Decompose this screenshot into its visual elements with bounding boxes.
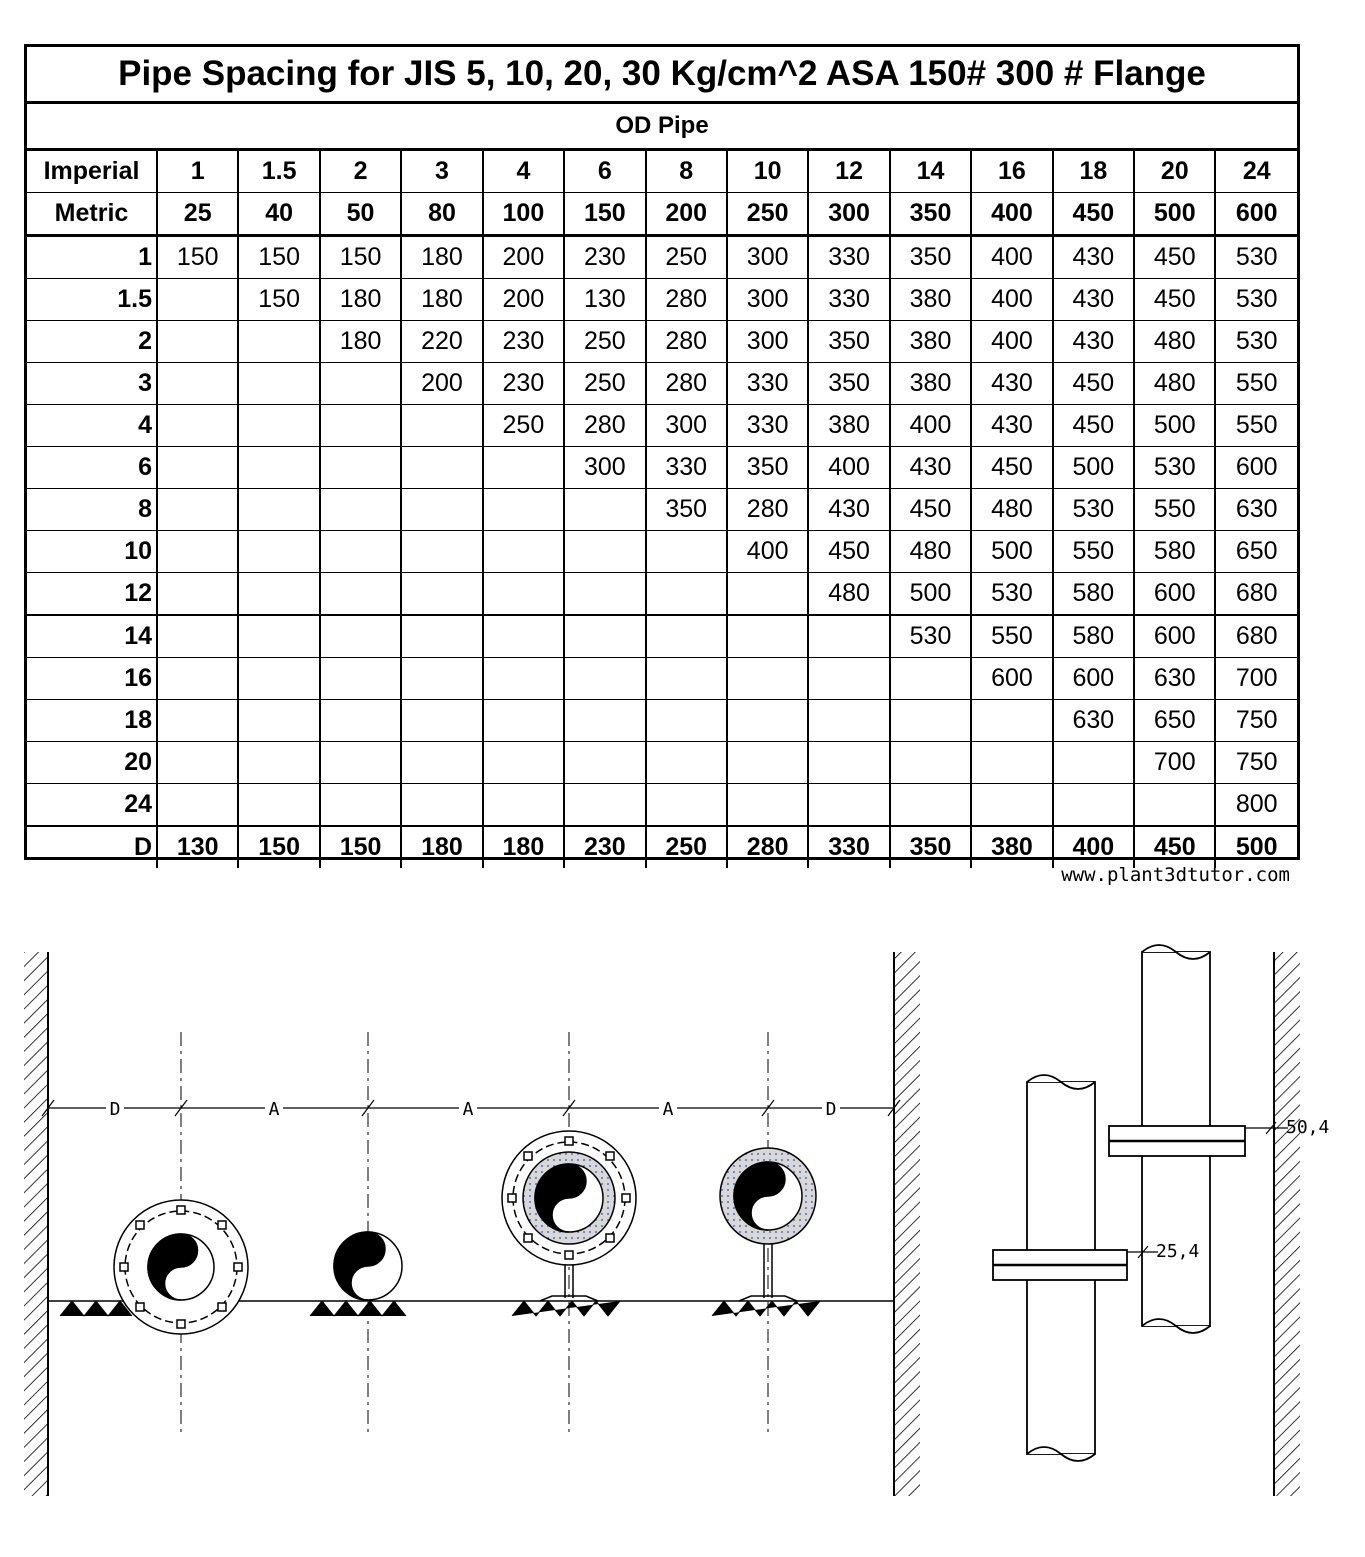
spacing-cell: 380 — [890, 321, 971, 363]
spacing-cell: 280 — [646, 279, 727, 321]
spacing-cell: 530 — [1215, 279, 1297, 321]
table-row — [27, 405, 1297, 447]
imperial-size-cell: 24 — [1215, 151, 1297, 193]
row-label: 24 — [27, 784, 157, 827]
spacing-cell — [157, 784, 238, 827]
spacing-cell — [401, 405, 482, 447]
spacing-cell — [646, 658, 727, 700]
table-row — [27, 489, 1297, 531]
spacing-cell: 200 — [401, 363, 482, 405]
spacing-cell — [727, 658, 808, 700]
table-row — [27, 615, 1297, 658]
spacing-cell: 330 — [808, 236, 889, 279]
d-value-cell: 330 — [808, 826, 889, 868]
spacing-cell — [483, 531, 564, 573]
imperial-size-cell: 4 — [483, 151, 564, 193]
pipe-bare-ground — [334, 1232, 402, 1300]
spacing-cell: 480 — [808, 573, 889, 616]
spacing-cell — [157, 573, 238, 616]
dim-label-d: D — [109, 1099, 121, 1120]
spacing-cell: 330 — [727, 363, 808, 405]
right-wall — [1274, 952, 1300, 1496]
imperial-size-cell: 1 — [157, 151, 238, 193]
spacing-cell — [564, 531, 645, 573]
spacing-cell — [401, 489, 482, 531]
imperial-size-cell: 16 — [971, 151, 1052, 193]
spacing-cell — [320, 658, 401, 700]
spacing-cell — [238, 573, 319, 616]
d-value-cell: 500 — [1215, 826, 1297, 868]
table-row — [27, 236, 1297, 279]
spacing-cell: 180 — [320, 279, 401, 321]
spacing-cell — [727, 742, 808, 784]
spacing-cell — [157, 658, 238, 700]
dim-label-d: D — [825, 1099, 837, 1120]
imperial-size-cell: 10 — [727, 151, 808, 193]
spacing-cell — [157, 700, 238, 742]
imperial-size-cell: 8 — [646, 151, 727, 193]
spacing-cell: 280 — [646, 321, 727, 363]
spacing-cell — [401, 658, 482, 700]
spacing-cell: 400 — [727, 531, 808, 573]
spacing-cell: 530 — [1134, 447, 1215, 489]
d-value-cell: 350 — [890, 826, 971, 868]
spacing-cell: 500 — [1134, 405, 1215, 447]
spacing-cell: 750 — [1215, 742, 1297, 784]
spacing-cell: 430 — [971, 405, 1052, 447]
spacing-cell: 430 — [1053, 236, 1134, 279]
left-wall — [24, 952, 48, 1496]
row-label: Imperial — [27, 151, 157, 193]
spacing-cell — [320, 489, 401, 531]
spacing-cell — [564, 489, 645, 531]
pipe-flanged-ground — [114, 1200, 248, 1334]
spacing-cell: 550 — [1215, 363, 1297, 405]
spacing-cell — [320, 700, 401, 742]
spacing-cell — [646, 742, 727, 784]
spacing-cell — [483, 615, 564, 658]
spacing-cell — [157, 321, 238, 363]
pipe-elevation-left — [993, 1075, 1127, 1461]
pipe-spacing-table — [24, 44, 1300, 860]
spacing-cell: 380 — [890, 363, 971, 405]
spacing-cell — [646, 700, 727, 742]
spacing-cell — [157, 279, 238, 321]
spacing-cell — [483, 447, 564, 489]
spacing-cell — [238, 615, 319, 658]
row-label: 16 — [27, 658, 157, 700]
spacing-cell: 450 — [890, 489, 971, 531]
row-label: 2 — [27, 321, 157, 363]
spacing-cell: 200 — [483, 236, 564, 279]
spacing-cell — [238, 321, 319, 363]
d-row — [27, 826, 1297, 868]
dim-label-a: A — [268, 1099, 280, 1120]
table-row — [27, 447, 1297, 489]
d-value-cell: 230 — [564, 826, 645, 868]
spacing-cell: 700 — [1215, 658, 1297, 700]
spacing-cell: 280 — [564, 405, 645, 447]
spacing-cell: 500 — [890, 573, 971, 616]
spacing-cell: 500 — [971, 531, 1052, 573]
spacing-cell: 450 — [808, 531, 889, 573]
d-value-cell: 150 — [320, 826, 401, 868]
spacing-cell — [401, 700, 482, 742]
imperial-size-cell: 6 — [564, 151, 645, 193]
spacing-table — [27, 151, 1297, 868]
spacing-cell: 400 — [808, 447, 889, 489]
spacing-cell: 430 — [1053, 279, 1134, 321]
spacing-cell: 580 — [1053, 573, 1134, 616]
spacing-cell: 300 — [646, 405, 727, 447]
imperial-size-cell: 14 — [890, 151, 971, 193]
d-value-cell: 250 — [646, 826, 727, 868]
spacing-cell: 550 — [971, 615, 1052, 658]
row-label: 4 — [27, 405, 157, 447]
spacing-cell: 330 — [808, 279, 889, 321]
spacing-cell: 280 — [646, 363, 727, 405]
od-pipe-heading: OD Pipe — [27, 104, 1297, 151]
spacing-cell — [1053, 784, 1134, 827]
spacing-cell — [808, 742, 889, 784]
spacing-cell: 500 — [1053, 447, 1134, 489]
d-value-cell: 450 — [1134, 826, 1215, 868]
metric-size-cell: 40 — [238, 193, 319, 236]
spacing-cell: 350 — [808, 363, 889, 405]
spacing-cell: 600 — [971, 658, 1052, 700]
spacing-cell — [157, 363, 238, 405]
spacing-cell: 650 — [1134, 700, 1215, 742]
flange-dim-top-label: 50,4 — [1286, 1117, 1330, 1138]
spacing-cell: 400 — [971, 321, 1052, 363]
spacing-cell — [320, 742, 401, 784]
metric-size-cell: 250 — [727, 193, 808, 236]
imperial-size-cell: 3 — [401, 151, 482, 193]
spacing-cell: 480 — [890, 531, 971, 573]
spacing-cell — [238, 784, 319, 827]
spacing-cell — [238, 363, 319, 405]
spacing-cell — [401, 531, 482, 573]
metric-size-cell: 500 — [1134, 193, 1215, 236]
metric-size-cell: 150 — [564, 193, 645, 236]
spacing-cell: 380 — [808, 405, 889, 447]
table-row — [27, 531, 1297, 573]
spacing-cell: 130 — [564, 279, 645, 321]
metric-header-row — [27, 193, 1297, 236]
spacing-cell: 330 — [646, 447, 727, 489]
spacing-cell: 480 — [971, 489, 1052, 531]
spacing-cell: 680 — [1215, 573, 1297, 616]
spacing-cell: 250 — [646, 236, 727, 279]
d-value-cell: 150 — [238, 826, 319, 868]
metric-size-cell: 200 — [646, 193, 727, 236]
imperial-size-cell: 12 — [808, 151, 889, 193]
spacing-cell — [971, 742, 1052, 784]
page-title: Pipe Spacing for JIS 5, 10, 20, 30 Kg/cm^2 ASA 150# 300 # Flange — [27, 47, 1297, 104]
row-label: 14 — [27, 615, 157, 658]
table-row — [27, 279, 1297, 321]
spacing-cell: 250 — [564, 363, 645, 405]
spacing-cell — [564, 784, 645, 827]
spacing-cell: 150 — [238, 236, 319, 279]
imperial-header-row — [27, 151, 1297, 193]
row-label: 18 — [27, 700, 157, 742]
metric-size-cell: 350 — [890, 193, 971, 236]
d-value-cell: 400 — [1053, 826, 1134, 868]
metric-size-cell: 80 — [401, 193, 482, 236]
d-value-cell: 280 — [727, 826, 808, 868]
spacing-cell: 150 — [157, 236, 238, 279]
metric-size-cell: 25 — [157, 193, 238, 236]
table-row — [27, 573, 1297, 616]
spacing-cell: 150 — [320, 236, 401, 279]
spacing-cell: 580 — [1053, 615, 1134, 658]
spacing-cell: 300 — [727, 236, 808, 279]
table-row — [27, 784, 1297, 827]
spacing-cell — [646, 615, 727, 658]
spacing-cell: 530 — [971, 573, 1052, 616]
dim-label-a: A — [462, 1099, 474, 1120]
spacing-cell: 180 — [401, 279, 482, 321]
imperial-size-cell: 1.5 — [238, 151, 319, 193]
d-value-cell: 380 — [971, 826, 1052, 868]
metric-size-cell: 100 — [483, 193, 564, 236]
spacing-cell: 550 — [1053, 531, 1134, 573]
spacing-cell — [401, 784, 482, 827]
spacing-cell — [320, 531, 401, 573]
d-value-cell: 180 — [401, 826, 482, 868]
spacing-cell: 580 — [1134, 531, 1215, 573]
spacing-cell — [320, 615, 401, 658]
spacing-cell — [157, 742, 238, 784]
spacing-cell: 280 — [727, 489, 808, 531]
spacing-cell: 430 — [808, 489, 889, 531]
spacing-cell: 400 — [971, 279, 1052, 321]
spacing-cell: 150 — [238, 279, 319, 321]
spacing-cell — [808, 658, 889, 700]
spacing-cell: 230 — [483, 321, 564, 363]
d-value-cell: 180 — [483, 826, 564, 868]
spacing-cell — [320, 405, 401, 447]
spacing-cell — [238, 405, 319, 447]
row-label: Metric — [27, 193, 157, 236]
row-label: D — [133, 833, 152, 861]
metric-size-cell: 300 — [808, 193, 889, 236]
spacing-cell: 480 — [1134, 321, 1215, 363]
spacing-cell — [483, 742, 564, 784]
metric-size-cell: 50 — [320, 193, 401, 236]
spacing-cell — [890, 658, 971, 700]
spacing-cell: 400 — [890, 405, 971, 447]
spacing-cell — [646, 784, 727, 827]
row-label: 12 — [27, 573, 157, 616]
spacing-cell: 800 — [1215, 784, 1297, 827]
spacing-cell — [1053, 742, 1134, 784]
spacing-cell: 380 — [890, 279, 971, 321]
spacing-cell: 230 — [564, 236, 645, 279]
table-row — [27, 700, 1297, 742]
spacing-cell: 530 — [890, 615, 971, 658]
spacing-cell: 630 — [1134, 658, 1215, 700]
spacing-cell: 650 — [1215, 531, 1297, 573]
spacing-cell: 530 — [1215, 236, 1297, 279]
spacing-cell — [238, 447, 319, 489]
dim-label-a: A — [662, 1099, 674, 1120]
spacing-cell: 350 — [727, 447, 808, 489]
row-label: 20 — [27, 742, 157, 784]
imperial-size-cell: 2 — [320, 151, 401, 193]
spacing-cell: 450 — [1053, 405, 1134, 447]
spacing-cell — [238, 658, 319, 700]
row-label: 10 — [27, 531, 157, 573]
spacing-cell: 180 — [320, 321, 401, 363]
spacing-cell — [483, 573, 564, 616]
spacing-cell — [238, 700, 319, 742]
spacing-cell — [971, 784, 1052, 827]
table-row — [27, 658, 1297, 700]
spacing-cell — [401, 447, 482, 489]
spacing-cell: 220 — [401, 321, 482, 363]
spacing-cell — [483, 700, 564, 742]
spacing-cell: 600 — [1053, 658, 1134, 700]
table-row — [27, 321, 1297, 363]
spacing-cell — [808, 784, 889, 827]
spacing-cell: 630 — [1053, 700, 1134, 742]
spacing-cell — [238, 742, 319, 784]
spacing-cell: 550 — [1134, 489, 1215, 531]
spacing-cell — [727, 615, 808, 658]
spacing-cell — [808, 615, 889, 658]
imperial-size-cell: 18 — [1053, 151, 1134, 193]
spacing-cell: 350 — [646, 489, 727, 531]
spacing-cell: 180 — [401, 236, 482, 279]
website-url: www.plant3dtutor.com — [1061, 864, 1290, 886]
spacing-cell: 350 — [890, 236, 971, 279]
spacing-cell — [971, 700, 1052, 742]
spacing-cell: 750 — [1215, 700, 1297, 742]
spacing-cell: 300 — [727, 279, 808, 321]
pipe-spacing-diagram — [0, 930, 1365, 1520]
table-row — [27, 742, 1297, 784]
spacing-cell: 450 — [1134, 236, 1215, 279]
spacing-cell: 450 — [1053, 363, 1134, 405]
spacing-cell — [483, 784, 564, 827]
spacing-cell: 530 — [1215, 321, 1297, 363]
row-label: 3 — [27, 363, 157, 405]
spacing-cell — [157, 447, 238, 489]
spacing-cell: 430 — [971, 363, 1052, 405]
row-label: 1.5 — [27, 279, 157, 321]
spacing-cell: 250 — [564, 321, 645, 363]
spacing-cell: 550 — [1215, 405, 1297, 447]
spacing-cell — [320, 784, 401, 827]
spacing-cell — [564, 615, 645, 658]
row-label: 1 — [27, 236, 157, 279]
spacing-cell: 450 — [971, 447, 1052, 489]
spacing-cell — [727, 573, 808, 616]
spacing-cell: 330 — [727, 405, 808, 447]
spacing-cell — [401, 615, 482, 658]
spacing-cell: 600 — [1215, 447, 1297, 489]
spacing-cell — [646, 531, 727, 573]
spacing-cell: 300 — [564, 447, 645, 489]
spacing-cell: 430 — [1053, 321, 1134, 363]
spacing-cell — [1134, 784, 1215, 827]
spacing-cell: 680 — [1215, 615, 1297, 658]
row-label: 6 — [27, 447, 157, 489]
spacing-cell: 200 — [483, 279, 564, 321]
spacing-cell: 400 — [971, 236, 1052, 279]
spacing-cell — [808, 700, 889, 742]
spacing-cell — [890, 784, 971, 827]
metric-size-cell: 400 — [971, 193, 1052, 236]
spacing-cell: 480 — [1134, 363, 1215, 405]
spacing-cell — [483, 489, 564, 531]
metric-size-cell: 450 — [1053, 193, 1134, 236]
spacing-cell — [890, 742, 971, 784]
middle-wall — [894, 952, 920, 1496]
spacing-cell — [646, 573, 727, 616]
spacing-cell — [157, 615, 238, 658]
center-lines — [181, 1032, 768, 1436]
spacing-cell: 600 — [1134, 573, 1215, 616]
spacing-cell — [401, 742, 482, 784]
spacing-cell — [727, 700, 808, 742]
spacing-cell: 230 — [483, 363, 564, 405]
spacing-cell: 300 — [727, 321, 808, 363]
spacing-cell — [238, 531, 319, 573]
spacing-cell: 600 — [1134, 615, 1215, 658]
spacing-cell — [320, 447, 401, 489]
spacing-cell: 450 — [1134, 279, 1215, 321]
imperial-size-cell: 20 — [1134, 151, 1215, 193]
spacing-cell — [564, 573, 645, 616]
spacing-cell: 250 — [483, 405, 564, 447]
spacing-cell: 700 — [1134, 742, 1215, 784]
spacing-cell — [238, 489, 319, 531]
spacing-cell — [727, 784, 808, 827]
spacing-cell — [401, 573, 482, 616]
spacing-cell — [564, 742, 645, 784]
spacing-cell: 350 — [808, 321, 889, 363]
spacing-cell — [564, 700, 645, 742]
spacing-cell — [157, 489, 238, 531]
spacing-cell: 430 — [890, 447, 971, 489]
spacing-cell: 630 — [1215, 489, 1297, 531]
spacing-cell — [157, 531, 238, 573]
spacing-cell — [483, 658, 564, 700]
pipe-elevation-right — [1109, 945, 1245, 1333]
spacing-cell: 530 — [1053, 489, 1134, 531]
spacing-cell — [890, 700, 971, 742]
spacing-cell — [157, 405, 238, 447]
row-label: 8 — [27, 489, 157, 531]
table-row — [27, 363, 1297, 405]
spacing-cell — [320, 363, 401, 405]
spacing-cell — [564, 658, 645, 700]
spacing-cell — [320, 573, 401, 616]
metric-size-cell: 600 — [1215, 193, 1297, 236]
d-value-cell: 130 — [157, 826, 238, 868]
flange-dim-bottom-label: 25,4 — [1156, 1241, 1200, 1262]
